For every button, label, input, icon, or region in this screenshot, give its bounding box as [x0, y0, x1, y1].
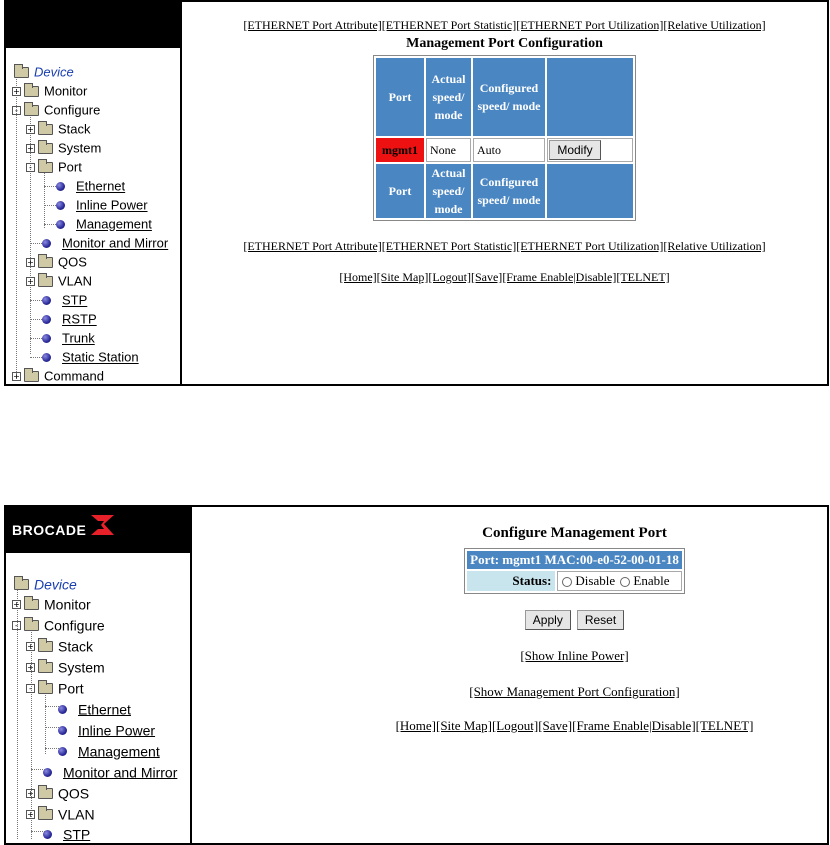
monitor-mirror-link[interactable]: Monitor and Mirror — [63, 764, 178, 781]
col-header-configured: Configured speed/ mode — [473, 58, 545, 136]
stp-link[interactable]: STP — [62, 292, 88, 308]
nav-tree — [6, 553, 190, 843]
disable-label: Disable — [575, 573, 616, 588]
telnet-link[interactable]: [TELNET] — [695, 718, 754, 733]
top-content — [182, 2, 827, 384]
ethernet-port-utilization-link[interactable]: [ETHERNET Port Utilization] — [516, 18, 664, 32]
brocade-logo-icon — [90, 513, 116, 537]
port-tab-links-bottom — [182, 239, 827, 254]
mgmt-port-form — [192, 548, 827, 594]
expand-icon[interactable]: + — [27, 788, 34, 798]
folder-icon — [38, 257, 53, 268]
folder-icon — [38, 809, 53, 820]
brocade-logo-text: BROCADE — [12, 522, 87, 538]
expand-icon[interactable]: + — [13, 87, 20, 97]
tree-item-monitor[interactable]: + Monitor — [13, 83, 88, 99]
footer-links — [192, 718, 827, 734]
trunk-link[interactable]: Trunk — [62, 330, 95, 346]
folder-icon — [38, 143, 53, 154]
folder-icon — [38, 788, 53, 799]
relative-utilization-link[interactable]: [Relative Utilization] — [663, 239, 766, 253]
port-cell: mgmt1 — [376, 138, 424, 162]
folder-icon — [38, 662, 53, 673]
tree-item-stp[interactable] — [42, 292, 87, 309]
tree-item-inline-power[interactable] — [58, 721, 155, 738]
bullet-icon — [56, 182, 65, 191]
col-header-actual: Actual speed/ mode — [426, 58, 471, 136]
tree-item-device[interactable]: Device — [14, 64, 74, 81]
tree-item-monitor[interactable]: + Monitor — [13, 596, 91, 613]
footer-links — [182, 270, 827, 285]
tree-item-rstp[interactable] — [42, 311, 97, 328]
bottom-content — [192, 507, 827, 843]
show-mgmt-config-link[interactable]: [Show Management Port Configuration] — [469, 684, 680, 699]
col-footer-port: Port — [376, 164, 424, 218]
bullet-icon — [58, 726, 67, 735]
status-label: Status: — [467, 571, 555, 591]
ethernet-port-utilization-link[interactable]: [ETHERNET Port Utilization] — [516, 239, 664, 253]
telnet-link[interactable]: [TELNET] — [616, 270, 670, 284]
expand-icon[interactable]: + — [13, 372, 20, 382]
site-map-link[interactable]: [Site Map] — [376, 270, 429, 284]
mgmt-port-table — [373, 55, 636, 221]
open-folder-icon — [24, 105, 39, 116]
tree-item-trunk[interactable] — [42, 330, 95, 347]
configured-speed-cell: Auto — [473, 138, 545, 162]
folder-icon — [38, 641, 53, 652]
ethernet-link[interactable]: Ethernet — [76, 178, 126, 194]
tree-item-vlan[interactable]: + VLAN — [27, 273, 92, 289]
stp-link[interactable]: STP — [63, 826, 91, 843]
open-folder-icon — [38, 162, 53, 173]
expand-icon[interactable]: + — [27, 125, 34, 135]
tree-item-qos[interactable]: + QOS — [27, 785, 90, 802]
status-row — [467, 571, 682, 591]
inline-power-link[interactable]: Inline Power — [76, 197, 148, 213]
bullet-icon — [43, 830, 52, 839]
bullet-icon — [42, 296, 51, 305]
tree-item-port[interactable]: - Port — [26, 159, 82, 176]
col-header-port: Port — [376, 58, 424, 136]
ethernet-port-attribute-link[interactable]: [ETHERNET Port Attribute] — [243, 18, 382, 32]
tree-item-configure[interactable]: - Configure — [12, 616, 105, 633]
management-link[interactable]: Management — [78, 743, 160, 760]
relative-utilization-link[interactable]: [Relative Utilization] — [663, 18, 766, 32]
expand-icon[interactable]: + — [27, 809, 34, 819]
folder-icon — [24, 371, 39, 382]
tree-item-system[interactable]: + System — [27, 140, 102, 156]
collapse-icon[interactable]: - — [12, 106, 21, 115]
frame-toggle-link[interactable]: [Frame Enable|Disable] — [502, 270, 617, 284]
table-footer-row — [376, 164, 633, 218]
tree-item-inline-power[interactable] — [56, 197, 148, 214]
logout-link[interactable]: [Logout] — [491, 718, 539, 733]
tree-item-ethernet[interactable] — [56, 178, 125, 195]
col-footer-configured: Configured speed/ mode — [473, 164, 545, 218]
bottom-screenshot — [4, 505, 829, 845]
disable-radio[interactable] — [562, 577, 572, 587]
nav-tree-panel — [6, 507, 192, 843]
open-folder-icon — [24, 620, 39, 631]
apply-button[interactable]: Apply — [525, 610, 571, 630]
folder-icon — [24, 86, 39, 97]
site-map-link[interactable]: [Site Map] — [436, 718, 492, 733]
expand-icon[interactable]: + — [27, 144, 34, 154]
management-link[interactable]: Management — [76, 216, 152, 232]
page-title: Management Port Configuration — [406, 36, 603, 51]
rstp-link[interactable]: RSTP — [62, 311, 97, 327]
tree-item-vlan[interactable]: + VLAN — [27, 806, 95, 823]
tree-item-device[interactable]: Device — [14, 575, 77, 592]
form-buttons — [192, 610, 827, 630]
logout-link[interactable]: [Logout] — [428, 270, 471, 284]
expand-icon[interactable]: + — [27, 258, 34, 268]
tree-item-stack[interactable]: + Stack — [27, 638, 94, 655]
col-footer-actual: Actual speed/ mode — [426, 164, 471, 218]
bullet-icon — [42, 315, 51, 324]
home-link[interactable]: [Home] — [395, 718, 436, 733]
open-folder-icon — [14, 579, 29, 590]
tree-item-monitor-mirror[interactable] — [42, 235, 168, 252]
enable-label: Enable — [633, 573, 670, 588]
folder-icon — [24, 599, 39, 610]
save-link[interactable]: [Save] — [538, 718, 573, 733]
bullet-icon — [43, 768, 52, 777]
tree-item-management[interactable] — [56, 216, 152, 233]
actual-speed-cell: None — [426, 138, 471, 162]
ethernet-port-statistic-link[interactable]: [ETHERNET Port Statistic] — [381, 239, 517, 253]
action-cell — [547, 138, 633, 162]
frame-toggle-link[interactable]: [Frame Enable|Disable] — [572, 718, 696, 733]
logo-bar — [6, 2, 180, 48]
bullet-icon — [58, 747, 67, 756]
tree-item-static-station[interactable] — [42, 349, 139, 366]
tree-item-stack[interactable]: + Stack — [27, 121, 91, 137]
collapse-icon[interactable]: - — [26, 163, 35, 172]
ethernet-link[interactable]: Ethernet — [78, 701, 131, 718]
home-link[interactable]: [Home] — [339, 270, 377, 284]
ethernet-port-attribute-link[interactable]: [ETHERNET Port Attribute] — [243, 239, 382, 253]
expand-icon[interactable]: + — [27, 641, 34, 651]
tree-item-command[interactable]: + Command — [13, 368, 104, 384]
tree-item-system[interactable]: + System — [27, 659, 105, 676]
nav-tree-panel — [6, 2, 182, 384]
tree-item-management[interactable] — [58, 742, 160, 759]
tree-item-monitor-mirror[interactable] — [43, 763, 177, 780]
tree-item-port[interactable]: - Port — [26, 679, 84, 696]
bullet-icon — [42, 239, 51, 248]
reset-button[interactable]: Reset — [577, 610, 624, 630]
show-inline-power — [192, 648, 827, 664]
col-footer-action — [547, 164, 633, 218]
tree-item-qos[interactable]: + QOS — [27, 254, 87, 270]
ethernet-port-statistic-link[interactable]: [ETHERNET Port Statistic] — [381, 18, 517, 32]
bullet-icon — [58, 705, 67, 714]
table-row — [376, 138, 633, 162]
nav-tree — [6, 48, 180, 384]
top-screenshot — [4, 0, 829, 386]
bullet-icon — [56, 220, 65, 229]
modify-button[interactable]: Modify — [549, 140, 601, 160]
col-header-action — [547, 58, 633, 136]
enable-radio[interactable] — [620, 577, 630, 587]
status-options — [557, 571, 681, 591]
folder-icon — [38, 276, 53, 287]
bullet-icon — [42, 334, 51, 343]
port-info-row — [467, 551, 682, 569]
bullet-icon — [42, 353, 51, 362]
folder-icon — [38, 124, 53, 135]
save-link[interactable]: [Save] — [470, 270, 503, 284]
port-tab-links — [182, 18, 827, 33]
page-title: Configure Management Port — [482, 525, 667, 541]
expand-icon[interactable]: + — [27, 662, 34, 672]
mgmt-port-status-table — [464, 548, 685, 594]
table-header-row — [376, 58, 633, 136]
tree-item-configure[interactable]: - Configure — [12, 102, 100, 119]
monitor-mirror-link[interactable]: Monitor and Mirror — [62, 235, 169, 251]
port-mac-cell: Port: mgmt1 MAC:00-e0-52-00-01-18 — [467, 551, 682, 569]
collapse-icon[interactable]: - — [26, 684, 35, 693]
collapse-icon[interactable]: - — [12, 621, 21, 630]
open-folder-icon — [38, 683, 53, 694]
show-mgmt-config — [192, 684, 827, 700]
expand-icon[interactable]: + — [13, 599, 20, 609]
brocade-logo-bar — [6, 507, 190, 553]
tree-item-ethernet[interactable] — [58, 700, 131, 717]
open-folder-icon — [14, 67, 29, 78]
inline-power-link[interactable]: Inline Power — [78, 722, 156, 739]
static-station-link[interactable]: Static Station — [62, 349, 139, 365]
expand-icon[interactable]: + — [27, 277, 34, 287]
show-inline-power-link[interactable]: [Show Inline Power] — [520, 648, 629, 663]
bullet-icon — [56, 201, 65, 210]
